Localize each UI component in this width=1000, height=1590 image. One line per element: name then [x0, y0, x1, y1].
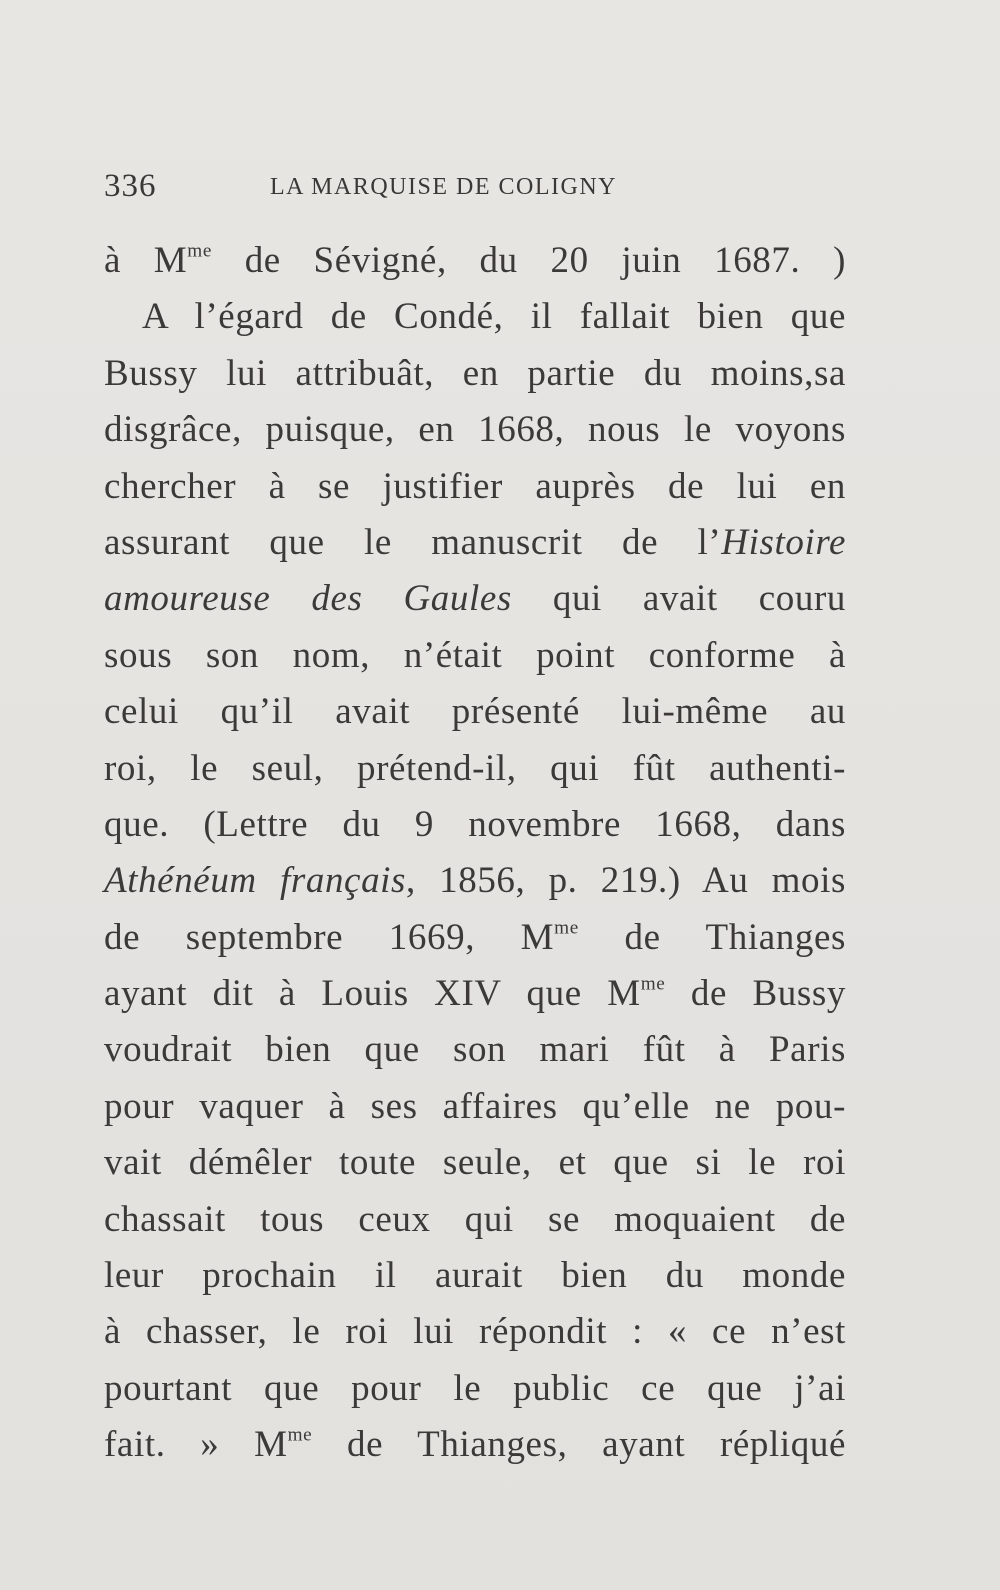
- text-line: voudrait bien que son mari fût à Paris: [104, 1029, 846, 1071]
- body-text: [104, 233, 846, 1474]
- italic-title: Histoire: [721, 521, 846, 563]
- text-line: amoureuse des Gaules qui avait couru: [104, 578, 846, 620]
- text-line: chercher à se justifier auprès de lui en: [104, 465, 846, 507]
- text-line: Bussy lui attribuât, en partie du moins,sa: [104, 352, 846, 394]
- page-number: 336: [104, 168, 157, 204]
- text-line: fait. » $M^{me}$ de Thianges, ayant répliqué: [104, 1424, 846, 1466]
- text-line: celui qu’il avait présenté lui-même au: [104, 691, 846, 733]
- text-line: chassait tous ceux qui se moquaient de: [104, 1198, 846, 1240]
- text-line: ayant dit à Louis XIV que $M^{me}$ de Bussy: [104, 973, 846, 1015]
- text-line: de septembre 1669, $M^{me}$ de Thianges: [104, 916, 846, 958]
- text-line: à $M^{me}$ de Sévigné, du 20 juin 1687. ): [104, 240, 847, 281]
- text-line: assurant que le manuscrit de l’Histoire: [104, 521, 846, 563]
- text-line: disgrâce, puisque, en 1668, nous le voyons: [104, 409, 846, 451]
- running-title: LA MARQUISE DE COLIGNY: [270, 174, 617, 200]
- text-line: à chasser, le roi lui répondit : « ce n’est: [104, 1311, 846, 1353]
- text-line: roi, le seul, prétend-il, qui fût authenti-: [104, 747, 846, 789]
- text-line: leur prochain il aurait bien du monde: [104, 1255, 846, 1297]
- text-line: pour vaquer à ses affaires qu’elle ne pou-: [104, 1085, 846, 1127]
- text-line: A l’égard de Condé, il fallait bien que: [142, 296, 846, 338]
- text-line: que. (Lettre du 9 novembre 1668, dans: [104, 803, 846, 845]
- text-line: vait démêler toute seule, et que si le roi: [104, 1142, 846, 1184]
- text-line: pourtant que pour le public ce que j’ai: [104, 1367, 846, 1409]
- text-line: Athénéum français, 1856, p. 219.) Au mois: [104, 860, 846, 902]
- italic-title: Athénéum français: [104, 860, 407, 902]
- page-header: [104, 168, 844, 208]
- text-line: sous son nom, n’était point conforme à: [104, 634, 846, 676]
- italic-title: amoureuse des Gaules: [104, 578, 512, 620]
